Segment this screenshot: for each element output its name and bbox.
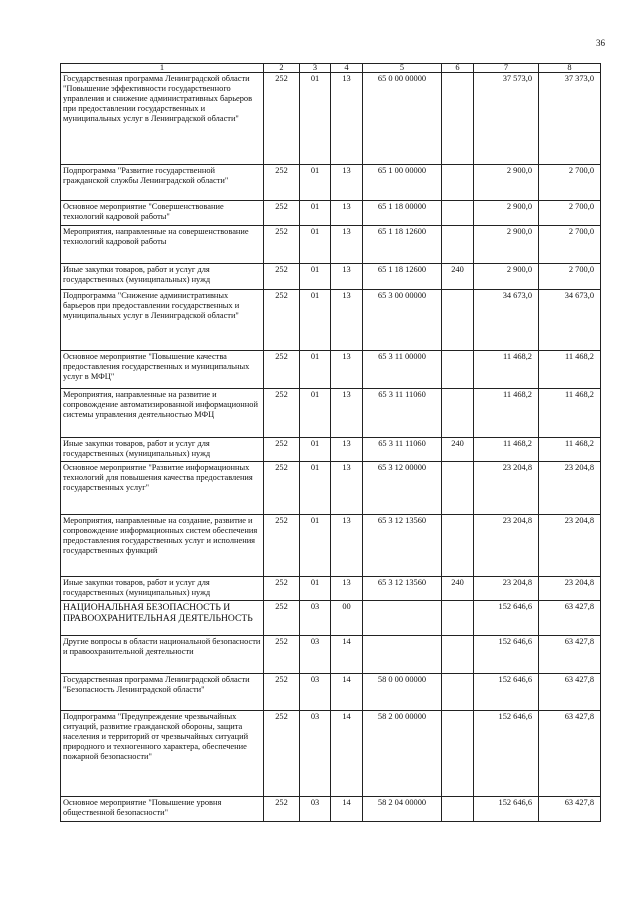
row-target-code: 58 2 00 00000: [363, 711, 442, 797]
row-name: Основное мероприятие "Повышение уровня общественной безопасности": [61, 797, 264, 822]
row-value-1: 2 900,0: [474, 165, 539, 201]
row-subsection: 14: [331, 797, 363, 822]
row-value-1: 37 573,0: [474, 73, 539, 165]
row-value-1: 23 204,8: [474, 515, 539, 577]
row-code: 252: [264, 515, 300, 577]
row-section: 01: [300, 201, 331, 226]
row-name: НАЦИОНАЛЬНАЯ БЕЗОПАСНОСТЬ И ПРАВООХРАНИТЕЛЬНАЯ ДЕЯТЕЛЬНОСТЬ: [61, 601, 264, 636]
row-subsection: 13: [331, 201, 363, 226]
row-code: 252: [264, 201, 300, 226]
row-code: 252: [264, 290, 300, 351]
row-code: 252: [264, 797, 300, 822]
row-value-2: 23 204,8: [539, 462, 601, 515]
row-section: 01: [300, 165, 331, 201]
row-value-1: 11 468,2: [474, 438, 539, 462]
table-row: [61, 797, 601, 822]
row-subsection: 13: [331, 264, 363, 290]
row-value-2: 11 468,2: [539, 438, 601, 462]
row-value-2: 63 427,8: [539, 797, 601, 822]
row-expense-type: [442, 290, 474, 351]
header-cell: 8: [539, 64, 601, 73]
row-target-code: 65 3 11 11060: [363, 389, 442, 438]
row-section: 03: [300, 674, 331, 711]
row-expense-type: [442, 462, 474, 515]
row-value-1: 152 646,6: [474, 674, 539, 711]
row-expense-type: [442, 226, 474, 264]
header-cell: 2: [264, 64, 300, 73]
row-target-code: 65 1 18 12600: [363, 226, 442, 264]
row-target-code: 58 2 04 00000: [363, 797, 442, 822]
header-cell: 5: [363, 64, 442, 73]
row-section: 03: [300, 601, 331, 636]
row-name: Другие вопросы в области национальной безопасности и правоохранительной деятельности: [61, 636, 264, 674]
row-expense-type: [442, 636, 474, 674]
row-section: 01: [300, 264, 331, 290]
table-row: [61, 226, 601, 264]
row-section: 01: [300, 438, 331, 462]
row-code: 252: [264, 389, 300, 438]
row-value-2: 63 427,8: [539, 601, 601, 636]
row-expense-type: [442, 674, 474, 711]
row-code: 252: [264, 73, 300, 165]
row-subsection: 13: [331, 165, 363, 201]
row-target-code: 58 0 00 00000: [363, 674, 442, 711]
row-expense-type: [442, 711, 474, 797]
row-value-1: 2 900,0: [474, 264, 539, 290]
row-name: Государственная программа Ленинградской области "Повышение эффективности государственного управления и снижение административных барьеров при предоставлении государственных и муниципальных услуг в Ленинградской области": [61, 73, 264, 165]
row-value-1: 152 646,6: [474, 601, 539, 636]
table-row: [61, 389, 601, 438]
row-subsection: 13: [331, 290, 363, 351]
row-section: 01: [300, 351, 331, 389]
row-section: 01: [300, 73, 331, 165]
header-row: [61, 64, 601, 73]
table-row: [61, 674, 601, 711]
row-subsection: 13: [331, 226, 363, 264]
row-value-1: 2 900,0: [474, 226, 539, 264]
row-section: 01: [300, 290, 331, 351]
row-value-2: 2 700,0: [539, 201, 601, 226]
row-value-2: 2 700,0: [539, 264, 601, 290]
row-expense-type: 240: [442, 577, 474, 601]
row-expense-type: 240: [442, 438, 474, 462]
row-name: Подпрограмма "Снижение административных барьеров при предоставлении государственных и муниципальных услуг в Ленинградской области": [61, 290, 264, 351]
header-cell: 1: [61, 64, 264, 73]
header-cell: 7: [474, 64, 539, 73]
row-section: 01: [300, 462, 331, 515]
table-row: [61, 351, 601, 389]
row-section: 03: [300, 797, 331, 822]
row-code: 252: [264, 636, 300, 674]
header-cell: 6: [442, 64, 474, 73]
row-name: Мероприятия, направленные на создание, развитие и сопровождение информационных систем обеспечения предоставления государственных услуг и исполнения государственных функций: [61, 515, 264, 577]
row-value-2: 23 204,8: [539, 577, 601, 601]
row-target-code: 65 3 11 11060: [363, 438, 442, 462]
row-name: Основное мероприятие "Повышение качества предоставления государственных и муниципальных услуг в МФЦ": [61, 351, 264, 389]
row-section: 01: [300, 389, 331, 438]
row-target-code: 65 3 12 13560: [363, 515, 442, 577]
table-row: [61, 711, 601, 797]
row-subsection: 14: [331, 711, 363, 797]
table-row: [61, 264, 601, 290]
table-row: [61, 601, 601, 636]
row-value-2: 2 700,0: [539, 226, 601, 264]
row-target-code: [363, 636, 442, 674]
row-expense-type: 240: [442, 264, 474, 290]
row-target-code: [363, 601, 442, 636]
row-value-2: 63 427,8: [539, 711, 601, 797]
row-expense-type: [442, 389, 474, 438]
row-value-2: 2 700,0: [539, 165, 601, 201]
row-expense-type: [442, 165, 474, 201]
header-cell: 4: [331, 64, 363, 73]
row-expense-type: [442, 201, 474, 226]
row-subsection: 14: [331, 636, 363, 674]
row-code: 252: [264, 462, 300, 515]
row-expense-type: [442, 515, 474, 577]
row-target-code: 65 1 18 12600: [363, 264, 442, 290]
row-value-2: 11 468,2: [539, 389, 601, 438]
table-row: [61, 165, 601, 201]
row-name: Мероприятия, направленные на совершенствование технологий кадровой работы: [61, 226, 264, 264]
row-section: 01: [300, 226, 331, 264]
row-section: 03: [300, 636, 331, 674]
row-target-code: 65 1 18 00000: [363, 201, 442, 226]
row-value-1: 152 646,6: [474, 711, 539, 797]
row-code: 252: [264, 438, 300, 462]
row-section: 03: [300, 711, 331, 797]
row-expense-type: [442, 601, 474, 636]
row-name: Основное мероприятие "Развитие информационных технологий для повышения качества предоставления государственных услуг": [61, 462, 264, 515]
row-value-1: 23 204,8: [474, 462, 539, 515]
row-name: Мероприятия, направленные на развитие и сопровождение автоматизированной информационной системы управления деятельностью МФЦ: [61, 389, 264, 438]
row-subsection: 13: [331, 577, 363, 601]
row-value-2: 63 427,8: [539, 636, 601, 674]
table-row: [61, 73, 601, 165]
row-expense-type: [442, 797, 474, 822]
row-subsection: 13: [331, 73, 363, 165]
row-section: 01: [300, 515, 331, 577]
row-section: 01: [300, 577, 331, 601]
row-value-1: 2 900,0: [474, 201, 539, 226]
row-target-code: 65 3 12 13560: [363, 577, 442, 601]
row-code: 252: [264, 674, 300, 711]
row-subsection: 13: [331, 515, 363, 577]
row-code: 252: [264, 711, 300, 797]
row-name: Подпрограмма "Развитие государственной гражданской службы Ленинградской области": [61, 165, 264, 201]
header-cell: 3: [300, 64, 331, 73]
row-value-2: 23 204,8: [539, 515, 601, 577]
row-name: Иные закупки товаров, работ и услуг для государственных (муниципальных) нужд: [61, 577, 264, 601]
row-subsection: 13: [331, 351, 363, 389]
table-row: [61, 201, 601, 226]
table-row: [61, 577, 601, 601]
row-name: Иные закупки товаров, работ и услуг для государственных (муниципальных) нужд: [61, 264, 264, 290]
row-name: Государственная программа Ленинградской области "Безопасность Ленинградской области": [61, 674, 264, 711]
row-code: 252: [264, 601, 300, 636]
row-value-2: 37 373,0: [539, 73, 601, 165]
row-value-1: 152 646,6: [474, 636, 539, 674]
row-subsection: 14: [331, 674, 363, 711]
row-name: Основное мероприятие "Совершенствование технологий кадровой работы": [61, 201, 264, 226]
row-name: Иные закупки товаров, работ и услуг для государственных (муниципальных) нужд: [61, 438, 264, 462]
row-target-code: 65 3 00 00000: [363, 290, 442, 351]
row-subsection: 00: [331, 601, 363, 636]
row-subsection: 13: [331, 389, 363, 438]
table-row: [61, 438, 601, 462]
row-value-1: 152 646,6: [474, 797, 539, 822]
table-row: [61, 462, 601, 515]
row-target-code: 65 1 00 00000: [363, 165, 442, 201]
row-value-2: 11 468,2: [539, 351, 601, 389]
table-row: [61, 636, 601, 674]
table-row: [61, 515, 601, 577]
budget-table: [60, 63, 601, 822]
row-code: 252: [264, 226, 300, 264]
row-code: 252: [264, 577, 300, 601]
row-value-1: 23 204,8: [474, 577, 539, 601]
row-value-2: 34 673,0: [539, 290, 601, 351]
row-value-2: 63 427,8: [539, 674, 601, 711]
row-value-1: 34 673,0: [474, 290, 539, 351]
row-expense-type: [442, 73, 474, 165]
table-row: [61, 290, 601, 351]
row-target-code: 65 3 11 00000: [363, 351, 442, 389]
row-code: 252: [264, 351, 300, 389]
row-code: 252: [264, 165, 300, 201]
row-subsection: 13: [331, 438, 363, 462]
row-value-1: 11 468,2: [474, 351, 539, 389]
row-code: 252: [264, 264, 300, 290]
row-name: Подпрограмма "Предупреждение чрезвычайных ситуаций, развитие гражданской обороны, защита населения и территорий от чрезвычайных ситуаций природного и техногенного характера, обеспечение пожарной безопасности": [61, 711, 264, 797]
row-target-code: 65 3 12 00000: [363, 462, 442, 515]
row-subsection: 13: [331, 462, 363, 515]
page-number: 36: [596, 38, 605, 48]
row-target-code: 65 0 00 00000: [363, 73, 442, 165]
row-expense-type: [442, 351, 474, 389]
row-value-1: 11 468,2: [474, 389, 539, 438]
